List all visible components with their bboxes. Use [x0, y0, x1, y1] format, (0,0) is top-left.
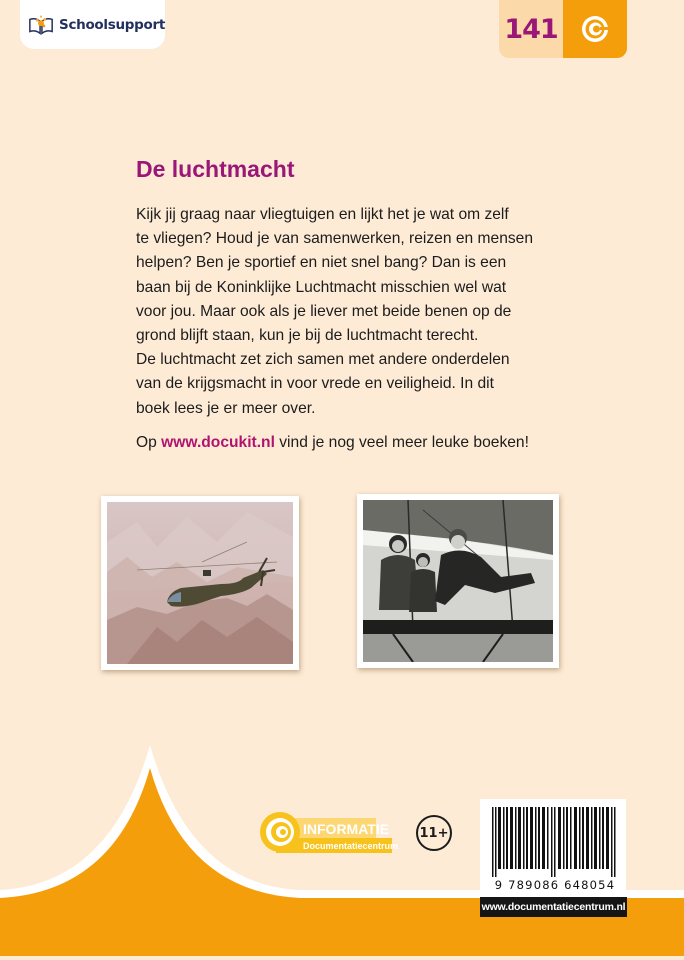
description-text [136, 203, 556, 421]
spiral-icon [580, 14, 610, 44]
text-line: van de krijgsmacht in voor vrede en veiligheid. In dit [136, 375, 494, 393]
isbn-number: 9 789086 648054 [494, 878, 616, 892]
publisher-website: www.documentatiecentrum.nl [480, 897, 627, 917]
age-rating-badge: 11+ [416, 815, 452, 851]
website-promo [136, 434, 529, 452]
open-book-icon [28, 14, 54, 36]
text-line: Kijk jij graag naar vliegtuigen en lijkt het je wat om zelf [136, 206, 509, 223]
book-title: De luchtmacht [136, 156, 295, 182]
series-number: 141 [499, 0, 563, 58]
informatie-category-logo [258, 808, 398, 856]
aviators-image [363, 500, 553, 662]
helicopter-photo [101, 496, 299, 670]
text-line: boek lees je er meer over. [136, 399, 316, 417]
series-icon-container [563, 0, 627, 58]
category-sub: Documentatiecentrum [303, 841, 398, 851]
text-line: De luchtmacht zet zich samen met andere onderdelen [136, 351, 510, 369]
text-line: helpen? Ben je sportief en niet snel bang? Dan is een [136, 254, 507, 272]
series-badge [499, 0, 627, 58]
biplane-photo [357, 494, 559, 668]
barcode-icon [492, 807, 616, 877]
publisher-name: Schoolsupport [59, 16, 165, 33]
docukit-link[interactable]: www.docukit.nl [161, 434, 275, 451]
text-line: te vliegen? Houd je van samenwerken, reizen en mensen [136, 230, 534, 248]
text-line: baan bij de Koninklijke Luchtmacht misschien wel wat [136, 278, 507, 296]
isbn-barcode [480, 799, 626, 897]
text-line: voor jou. Maar ook als je liever met beide benen op de [136, 302, 512, 320]
text-line: grond blijft staan, kun je bij de luchtmacht terecht. [136, 327, 479, 345]
helicopter-image [107, 502, 293, 664]
category-label: INFORMATIE [303, 821, 390, 837]
publisher-logo [20, 0, 165, 49]
link-suffix: vind je nog veel meer leuke boeken! [274, 434, 529, 451]
link-prefix: Op [136, 434, 162, 451]
